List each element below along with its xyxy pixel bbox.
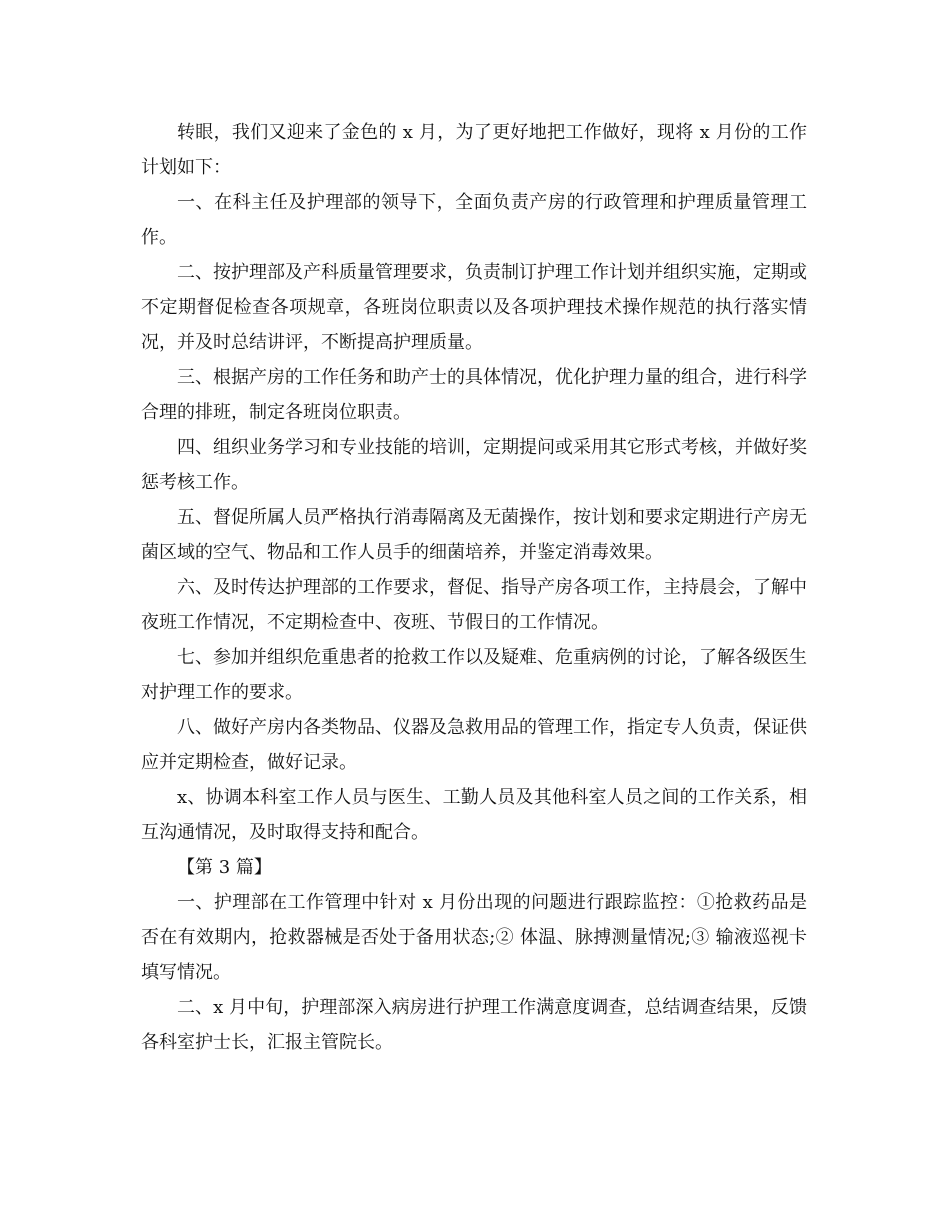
- paragraph-item-5: 五、督促所属人员严格执行消毒隔离及无菌操作，按计划和要求定期进行产房无菌区域的空气、物品和工作人员手的细菌培养，并鉴定消毒效果。: [141, 507, 807, 563]
- section-heading-part-3: 【第 3 篇】: [177, 857, 272, 878]
- paragraph-item-4: 四、组织业务学习和专业技能的培训，定期提问或采用其它形式考核，并做好奖惩考核工作。: [141, 437, 807, 493]
- paragraph-item-3: 三、根据产房的工作任务和助产士的具体情况，优化护理力量的组合，进行科学合理的排班，制定各班岗位职责。: [141, 367, 807, 423]
- paragraph-part3-item-1: 一、护理部在工作管理中针对 x 月份出现的问题进行跟踪监控：①抢救药品是否在有效期内，抢救器械是否处于备用状态;② 体温、脉搏测量情况;③ 输液巡视卡填写情况。: [141, 892, 807, 983]
- paragraph-item-8: 八、做好产房内各类物品、仪器及急救用品的管理工作，指定专人负责，保证供应并定期检查，做好记录。: [141, 717, 807, 773]
- paragraph-item-6: 六、及时传达护理部的工作要求，督促、指导产房各项工作，主持晨会，了解中夜班工作情况，不定期检查中、夜班、节假日的工作情况。: [141, 577, 807, 633]
- paragraph-item-2: 二、按护理部及产科质量管理要求，负责制订护理工作计划并组织实施，定期或不定期督促检查各项规章，各班岗位职责以及各项护理技术操作规范的执行落实情况，并及时总结讲评，不断提高护理质量。: [141, 262, 807, 353]
- paragraph-item-7: 七、参加并组织危重患者的抢救工作以及疑难、危重病例的讨论，了解各级医生对护理工作的要求。: [141, 647, 807, 703]
- paragraph-item-x: x、协调本科室工作人员与医生、工勤人员及其他科室人员之间的工作关系，相互沟通情况，及时取得支持和配合。: [141, 787, 807, 843]
- paragraph-item-1: 一、在科主任及护理部的领导下，全面负责产房的行政管理和护理质量管理工作。: [141, 192, 807, 248]
- paragraph-part3-item-2: 二、x 月中旬，护理部深入病房进行护理工作满意度调查，总结调查结果，反馈各科室护士长，汇报主管院长。: [141, 997, 807, 1053]
- document-body: [141, 115, 807, 1060]
- paragraph-intro: 转眼，我们又迎来了金色的 x 月，为了更好地把工作做好，现将 x 月份的工作计划如下：: [141, 122, 807, 178]
